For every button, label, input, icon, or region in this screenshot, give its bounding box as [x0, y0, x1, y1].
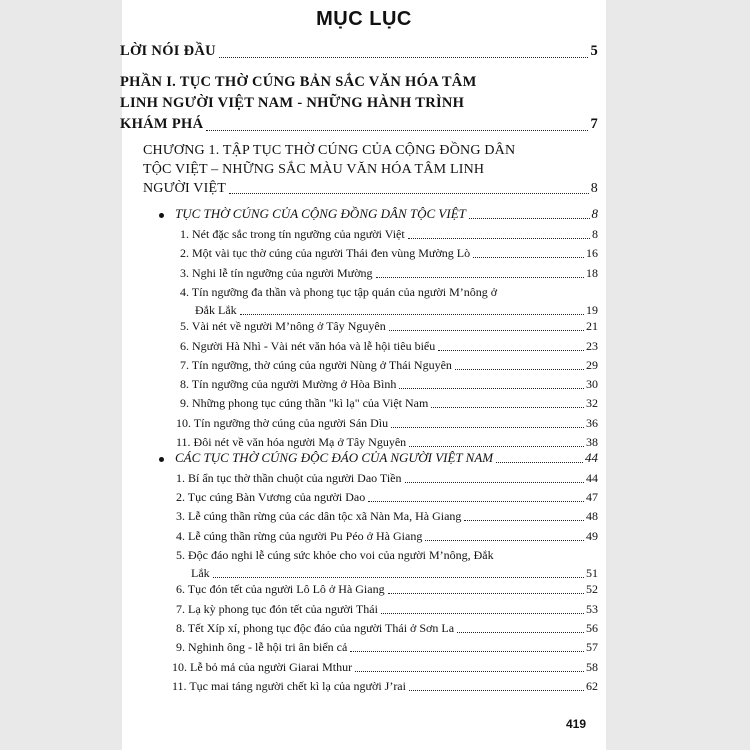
toc-entry [175, 449, 598, 467]
toc-entry-title: 7. Tín ngưỡng, thờ cúng của người Nùng ở Thái Nguyên [180, 358, 452, 372]
toc-page-number: 52 [586, 582, 598, 596]
dot-leader [399, 388, 584, 389]
toc-entry-title: KHÁM PHÁ [120, 116, 204, 132]
dot-leader [425, 540, 584, 541]
toc-entry [176, 414, 598, 432]
dot-leader [391, 427, 584, 428]
toc-page-number: 8 [590, 181, 598, 196]
toc-entry [180, 394, 598, 412]
toc-entry [176, 488, 598, 506]
toc-page-number: 30 [586, 377, 598, 391]
toc-entry [180, 283, 598, 319]
toc-entry [176, 527, 598, 545]
dot-leader [355, 671, 584, 672]
dot-leader [219, 57, 588, 58]
toc-entry-title: 5. Vài nét về người M’nông ở Tây Nguyên [180, 319, 386, 333]
dot-leader [240, 314, 584, 315]
dot-leader [496, 462, 583, 463]
toc-entry-title: TỘC VIỆT – NHỮNG SẮC MÀU VĂN HÓA TÂM LINH [143, 162, 485, 177]
dot-leader [473, 257, 584, 258]
toc-entry [176, 600, 598, 618]
toc-page-number: 29 [586, 358, 598, 372]
page-number: 419 [566, 717, 587, 731]
dot-leader [213, 577, 584, 578]
toc-page-number: 16 [586, 246, 598, 260]
dot-leader [438, 350, 584, 351]
toc-entry [180, 244, 598, 262]
toc-entry [180, 225, 598, 243]
toc-entry [176, 507, 598, 525]
toc-entry-title: 4. Lễ cúng thần rừng của người Pu Péo ở Hà Giang [176, 529, 423, 543]
toc-entry-title: TỤC THỜ CÚNG CỦA CỘNG ĐỒNG DÂN TỘC VIỆT [175, 206, 466, 221]
dot-leader [229, 193, 589, 194]
dot-leader [389, 330, 584, 331]
dot-leader [408, 238, 590, 239]
toc-entry-title: 3. Nghi lễ tín ngưỡng của người Mường [180, 266, 373, 280]
toc-entry-title: 6. Người Hà Nhì - Vài nét văn hóa và lễ hội tiêu biểu [180, 339, 436, 353]
toc-page-number: 38 [586, 435, 598, 449]
toc-entry [180, 375, 598, 393]
toc-entry-title: 9. Những phong tục cúng thần "kì lạ" của Việt Nam [180, 396, 429, 410]
dot-leader [409, 690, 584, 691]
toc-page-number: 57 [586, 640, 598, 654]
toc-entry [176, 638, 598, 656]
toc-page-number: 8 [591, 206, 598, 221]
dot-leader [350, 651, 584, 652]
toc-entry [180, 264, 598, 282]
dot-leader [431, 407, 584, 408]
toc-entry-title: 6. Tục đón tết của người Lô Lô ở Hà Giang [176, 582, 385, 596]
dot-leader [368, 501, 584, 502]
toc-page-number: 5 [590, 43, 598, 59]
toc-entry [176, 580, 598, 598]
dot-leader [376, 277, 584, 278]
toc-entry [180, 337, 598, 355]
toc-entry-title: 1. Bí ẩn tục thờ thần chuột của người Dao Tiền [176, 471, 402, 485]
toc-page-number: 58 [586, 660, 598, 674]
dot-leader [206, 130, 588, 131]
toc-entry-title: 10. Tín ngưỡng thờ cúng của người Sán Dìu [176, 416, 389, 430]
toc-entry-title: PHẦN I. TỤC THỜ CÚNG BẢN SẮC VĂN HÓA TÂM [120, 74, 477, 90]
bullet-icon [159, 213, 164, 218]
toc-page-number: 47 [586, 490, 598, 504]
toc-entry-title: Lắk [191, 566, 210, 580]
toc-entry-title: 11. Tục mai táng người chết kì lạ của người J’rai [172, 679, 406, 693]
dot-leader [409, 446, 584, 447]
toc-entry-title: CHƯƠNG 1. TẬP TỤC THỜ CÚNG CỦA CỘNG ĐỒNG DÂN [143, 143, 516, 158]
dot-leader [469, 218, 590, 219]
toc-page-number: 49 [586, 529, 598, 543]
toc-entry-title: CÁC TỤC THỜ CÚNG ĐỘC ĐÁO CỦA NGƯỜI VIỆT NAM [175, 450, 494, 465]
toc-page-number: 44 [586, 471, 598, 485]
toc-page-number: 62 [586, 679, 598, 693]
toc-page-number: 19 [586, 303, 598, 317]
bullet-icon [159, 457, 164, 462]
toc-entry-title: 7. Lạ kỳ phong tục đón tết của người Thái [176, 602, 378, 616]
toc-entry-title: 8. Tết Xíp xí, phong tục độc đáo của người Thái ở Sơn La [176, 621, 455, 635]
toc-heading: MỤC LỤC [316, 8, 412, 30]
toc-page-number: 8 [592, 227, 598, 241]
toc-entry [175, 205, 598, 223]
toc-entry [176, 546, 598, 582]
toc-entry-title: 10. Lễ bỏ mả của người Giarai Mthur [172, 660, 353, 674]
toc-page-number: 32 [586, 396, 598, 410]
dot-leader [405, 482, 584, 483]
toc-entry [176, 469, 598, 487]
toc-entry-title: 9. Nghinh ông - lễ hội tri ân biển cả [176, 640, 348, 654]
toc-page-number: 56 [586, 621, 598, 635]
toc-entry [172, 658, 598, 676]
toc-page-number: 18 [586, 266, 598, 280]
toc-page-number: 7 [590, 116, 598, 132]
toc-entry-title: 11. Đôi nét về văn hóa người Mạ ở Tây Nguyên [176, 435, 407, 449]
toc-entry-title: 3. Lễ cúng thần rừng của các dân tộc xã Nàn Ma, Hà Giang [176, 509, 462, 523]
dot-leader [464, 520, 584, 521]
toc-entry-title: 4. Tín ngưỡng đa thần và phong tục tập quán của người M’nông ở [180, 285, 498, 299]
toc-entry-title: 1. Nét đặc sắc trong tín ngưỡng của người Việt [180, 227, 405, 241]
dot-leader [455, 369, 584, 370]
toc-entry-title: 2. Một vài tục thờ cúng của người Thái đen vùng Mường Lò [180, 246, 471, 260]
toc-page-number: 51 [586, 566, 598, 580]
toc-entry-title: 5. Độc đáo nghi lễ cúng sức khỏe cho voi của người M’nông, Đắk [176, 548, 494, 562]
toc-page-number: 48 [586, 509, 598, 523]
toc-entry [120, 41, 598, 62]
toc-page-number: 23 [586, 339, 598, 353]
toc-page-number: 53 [586, 602, 598, 616]
toc-entry [172, 677, 598, 695]
toc-entry-title: 2. Tục cúng Bàn Vương của người Dao [176, 490, 366, 504]
toc-entry [176, 619, 598, 637]
toc-entry-title: Đắk Lắk [195, 303, 237, 317]
dot-leader [381, 613, 584, 614]
toc-entry-title: LỜI NÓI ĐẦU [120, 43, 216, 59]
dot-leader [388, 593, 584, 594]
toc-entry [143, 141, 598, 198]
toc-entry [120, 72, 598, 135]
toc-page-number: 21 [586, 319, 598, 333]
toc-entry-title: 8. Tín ngưỡng của người Mường ở Hòa Bình [180, 377, 397, 391]
toc-entry [180, 317, 598, 335]
toc-entry-title: LINH NGƯỜI VIỆT NAM - NHỮNG HÀNH TRÌNH [120, 95, 465, 111]
toc-page-number: 36 [586, 416, 598, 430]
toc-page-number: 44 [585, 450, 598, 465]
toc-entry-title: NGƯỜI VIỆT [143, 181, 226, 196]
dot-leader [457, 632, 584, 633]
toc-entry [180, 356, 598, 374]
